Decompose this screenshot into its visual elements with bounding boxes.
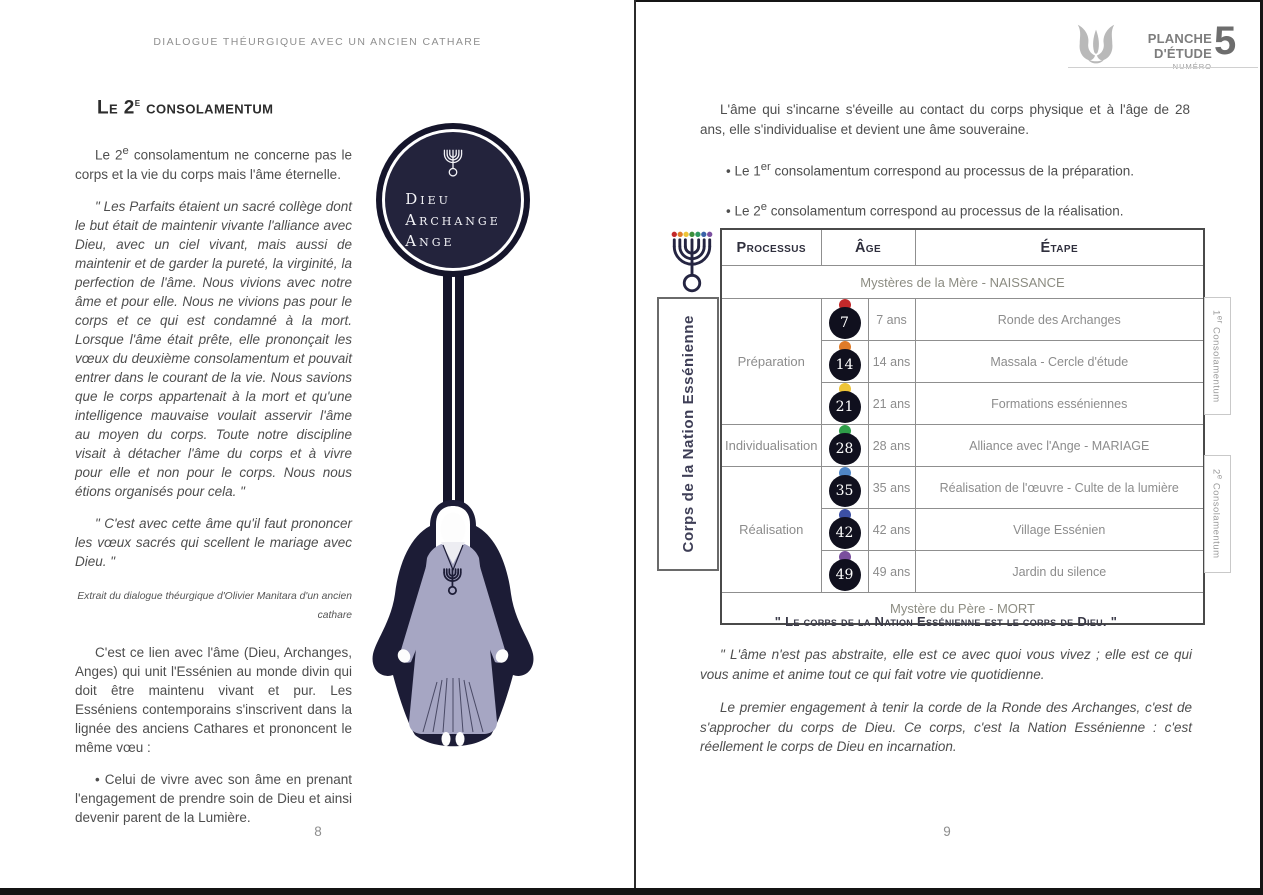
header-etape: Étape <box>915 229 1204 266</box>
age-badge-cell <box>821 467 868 509</box>
age-label-cell: 21 ans <box>868 383 915 425</box>
header-age: Âge <box>821 229 915 266</box>
planche-number: 5 <box>1214 19 1237 63</box>
page-title-sup: e <box>134 97 141 109</box>
age-badge-cell <box>821 299 868 341</box>
circle-word: Dieu <box>405 190 451 208</box>
paragraph-italic: " Les Parfaits étaient un sacré collège dont le but était de maintenir vivante l'alliance avec Dieu, avec un ciel vivant, mais aussi de maintenir et de garder la pureté, la virginité, la perfection de l'âme. Nous vivions avec notre âme et pour elle. Nous ne vivions pas pour le corps et ce qui est condamné à la mort. Lorsque l'âme était prête, elle prononçait les vœux du deuxième consolamentum et pouvait entrer dans le courant de la vie. Nous savions que le corps appartenait à la mort et qu'une intelligence mauvaise voulait asservir l'âme au moyen du corps. Toute notre discipline visait à détacher l'âme du corps et à vivre pour elle et non pour le corps. Nous nous étions organisés pour cela. " <box>75 198 352 499</box>
label-corps-nation-essenienne: Corps de la Nation Essénienne <box>657 297 719 571</box>
page-title-prefix: Le 2 <box>97 97 135 119</box>
age-label-cell: 14 ans <box>868 341 915 383</box>
paragraph-italic: " L'âme n'est pas abstraite, elle est ce avec quoi vous vivez ; elle est ce qui vous anime et anime tout ce qui fait votre vie quotidienne. <box>700 647 1192 682</box>
figure-foot-right <box>456 732 465 746</box>
table-row-age-35 <box>721 467 1204 509</box>
paragraph-italic: Le premier engagement à tenir la corde de la Ronde des Archanges, c'est de s'approcher du corps de Dieu. Ce corps, c'est la Nation Essénienne : c'est réellement le corps de Dieu en incarnation. <box>700 700 1192 754</box>
age-label-cell: 42 ans <box>868 509 915 551</box>
age-badge-cell <box>821 509 868 551</box>
etude-table <box>720 228 1205 625</box>
paragraph-normal: C'est ce lien avec l'âme (Dieu, Archanges, Anges) qui unit l'Essénien au monde divin qui doit être maintenu vivant et pur. Les Esséniens contemporains s'inscrivent dans la lignée des anciens Cathares et prononcent le même vœu : <box>75 644 352 755</box>
bullet-item: • Le 1er consolamentum correspond au processus de la préparation. <box>726 161 1134 179</box>
etape-cell: Réalisation de l'œuvre - Culte de la lumière <box>915 467 1204 509</box>
age-label-cell: 49 ans <box>868 551 915 593</box>
age-label-cell: 35 ans <box>868 467 915 509</box>
etape-cell: Village Essénien <box>915 509 1204 551</box>
top-edge <box>636 0 1263 2</box>
process-cell: Préparation <box>721 299 821 425</box>
age-badge: 42 <box>828 509 862 550</box>
robed-figure-illustration <box>351 482 555 760</box>
table-row-age-28 <box>721 425 1204 467</box>
etape-cell: Jardin du silence <box>915 551 1204 593</box>
age-badge-cell <box>821 425 868 467</box>
page-divider <box>634 0 636 888</box>
age-badge-cell <box>821 341 868 383</box>
band-naissance: Mystères de la Mère - NAISSANCE <box>721 266 1204 299</box>
circle-word: Ange <box>405 232 455 250</box>
label-2e-consolamentum: 2e Consolamentum <box>1204 455 1231 573</box>
right-text-column <box>700 645 1192 771</box>
page-number-left: 8 <box>314 824 322 839</box>
etape-cell: Alliance avec l'Ange - MARIAGE <box>915 425 1204 467</box>
age-badge: 49 <box>828 551 862 592</box>
table-row-age-7 <box>721 299 1204 341</box>
circle-words <box>405 189 501 252</box>
figure-foot-left <box>442 732 451 746</box>
label-1er-consolamentum: 1er Consolamentum <box>1204 297 1231 415</box>
age-label-cell: 7 ans <box>868 299 915 341</box>
illustration-circle <box>376 123 530 277</box>
etape-cell: Formations esséniennes <box>915 383 1204 425</box>
header-divider-line <box>1068 67 1258 68</box>
paragraph-normal: Le 2e consolamentum ne concerne pas le corps et la vie du corps mais l'âme éternelle. <box>75 145 352 182</box>
planche-title: PLANCHE D'ÉTUDE <box>1147 31 1212 61</box>
age-badge: 35 <box>828 467 862 508</box>
flame-logo-icon <box>1070 20 1122 66</box>
age-label-cell: 28 ans <box>868 425 915 467</box>
page-title <box>97 97 273 119</box>
right-bullets <box>726 158 1188 237</box>
page-number-right: 9 <box>943 824 951 839</box>
header-processus: Processus <box>721 229 821 266</box>
age-badge: 21 <box>828 383 862 424</box>
left-text-column <box>75 142 352 840</box>
running-header: DIALOGUE THÉURGIQUE AVEC UN ANCIEN CATHARE <box>153 36 482 48</box>
page-title-rest: consolamentum <box>140 97 274 119</box>
bullet-item: • Le 2e consolamentum correspond au processus de la réalisation. <box>726 200 1124 218</box>
right-intro: L'âme qui s'incarne s'éveille au contact du corps physique et à l'âge de 28 ans, elle s'individualise et devient une âme souveraine. <box>700 102 1190 137</box>
paragraph-italic: " C'est avec cette âme qu'il faut prononcer les vœux sacrés qui scellent le mariage avec Dieu. " <box>75 515 352 569</box>
circle-inner <box>385 132 521 268</box>
circle-word: Archange <box>405 211 501 229</box>
age-badge-cell <box>821 383 868 425</box>
band-mort: Mystère du Père - MORT <box>721 593 1204 625</box>
figure-face <box>441 513 466 546</box>
process-cell: Réalisation <box>721 467 821 593</box>
etape-cell: Massala - Cercle d'étude <box>915 341 1204 383</box>
paragraph-normal: • Celui de vivre avec son âme en prenant l'engagement de prendre soin de Dieu et ainsi devenir parent de la Lumière. <box>75 771 352 825</box>
age-badge: 14 <box>828 341 862 382</box>
age-badge: 7 <box>828 299 862 340</box>
age-badge: 28 <box>828 425 862 466</box>
paragraph-extrait: Extrait du dialogue théurgique d'Olivier Manitara d'un ancien cathare <box>77 590 352 621</box>
bottom-bar <box>0 888 1263 895</box>
menorah-rainbow-icon <box>667 231 717 298</box>
age-badge-cell <box>821 551 868 593</box>
menorah-icon <box>441 147 465 177</box>
planche-header <box>1118 31 1212 71</box>
process-cell: Individualisation <box>721 425 821 467</box>
table-header-row <box>721 229 1204 266</box>
etape-cell: Ronde des Archanges <box>915 299 1204 341</box>
quote-corps-de-dieu: " Le corps de la Nation Essénienne est le corps de Dieu. " <box>774 614 1118 629</box>
